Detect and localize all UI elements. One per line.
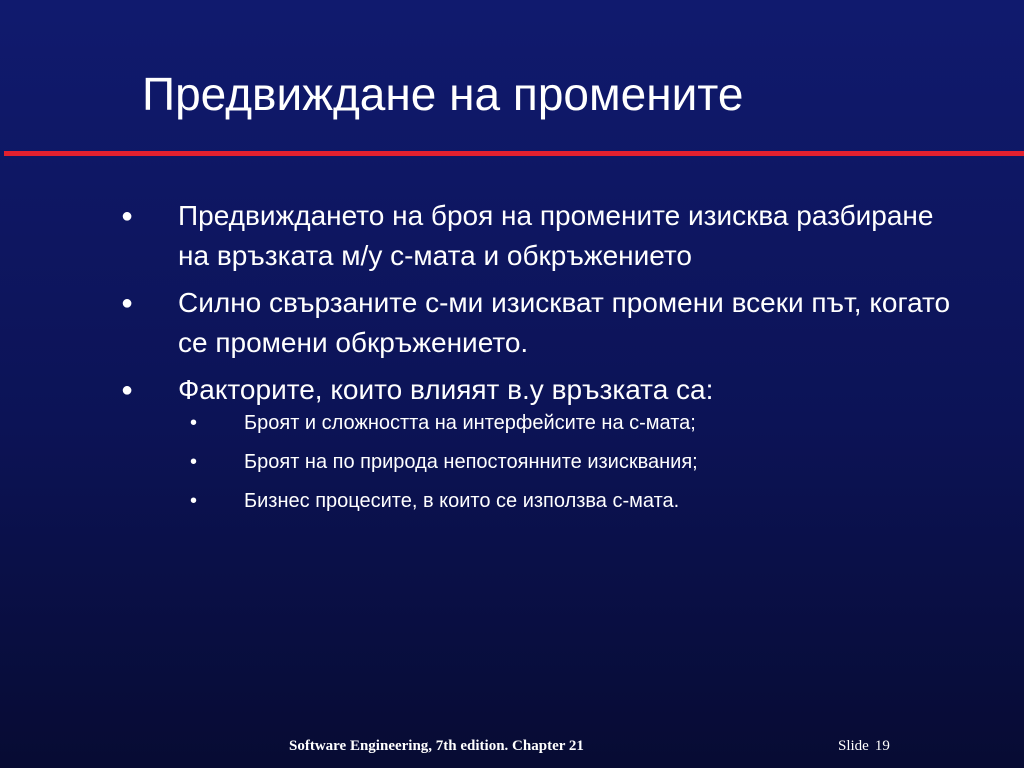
sub-bullet-item	[0, 409, 984, 437]
bullet-item	[0, 370, 958, 410]
bullet-text: Факторите, които влияят в.у връзката са:	[178, 374, 714, 405]
slide-title: Предвиждане на промените	[142, 68, 744, 120]
title-divider	[4, 151, 1024, 156]
sub-bullet-text: Броят на по природа непостоянните изисквания;	[244, 451, 698, 473]
sub-bullet-text: Броят и сложността на интерфейсите на с-мата;	[244, 412, 696, 434]
sub-bullet-dot-icon: •	[190, 490, 198, 512]
slide-label: Slide	[838, 738, 869, 754]
bullet-item	[0, 283, 958, 363]
bullet-dot-icon: ●	[121, 379, 134, 401]
bullet-dot-icon: ●	[121, 205, 134, 227]
bullet-list	[0, 196, 1024, 526]
sub-bullet-dot-icon: •	[190, 412, 198, 434]
sub-bullet-item	[0, 487, 984, 515]
bullet-text: Предвиждането на броя на промените изисква разбиране на връзката м/у с-мата и обкръжението	[178, 200, 934, 271]
footer-text: Software Engineering, 7th edition. Chapter 21	[289, 738, 584, 754]
sub-bullet-text: Бизнес процесите, в които се използва с-мата.	[244, 490, 680, 512]
bullet-item	[0, 196, 958, 276]
sub-bullet-dot-icon: •	[190, 451, 198, 473]
slide-number	[838, 738, 890, 755]
bullet-text: Силно свързаните с-ми изискват промени всеки път, когато се промени обкръжението.	[178, 287, 951, 358]
bullet-dot-icon: ●	[121, 292, 134, 314]
sub-bullet-item	[0, 448, 984, 476]
slide-number-value: 19	[874, 738, 890, 754]
